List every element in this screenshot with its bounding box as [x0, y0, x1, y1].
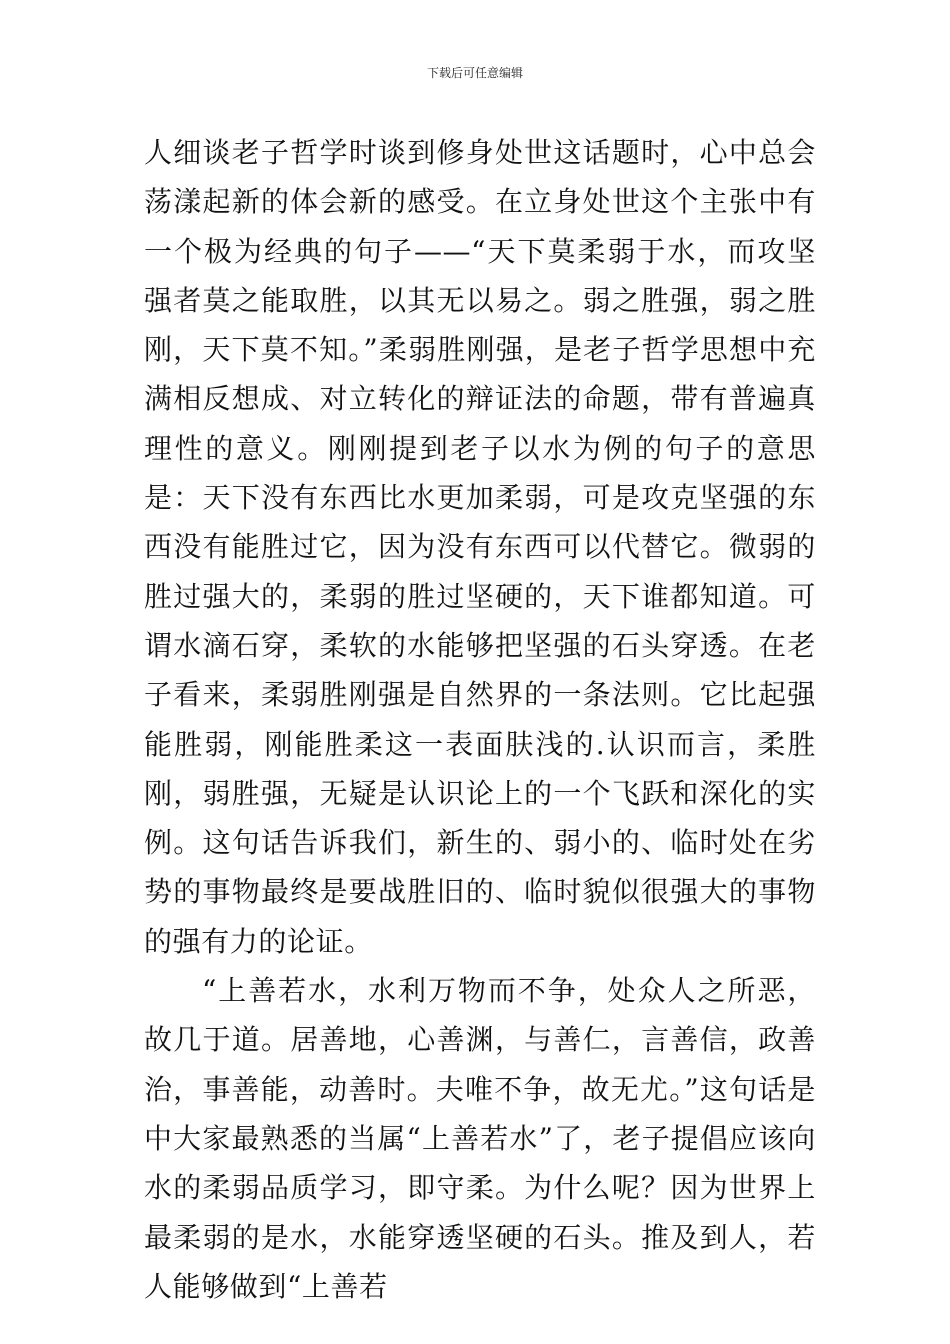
page-header: 下载后可任意编辑	[426, 66, 523, 80]
paragraph-1: 人细谈老子哲学时谈到修身处世这话题时，心中总会荡漾起新的体会新的感受。在立身处世这个主张中有一个极为经典的句子——“天下莫柔弱于水，而攻坚强者莫之能取胜，以其无以易之。弱之胜强，弱之胜刚，天下莫不知。”柔弱胜刚强，是老子哲学思想中充满相反想成、对立转化的辩证法的命题，带有普遍真理性的意义。刚刚提到老子以水为例的句子的意思是：天下没有东西比水更加柔弱，可是攻克坚强的东西没有能胜过它，因为没有东西可以代替它。微弱的胜过强大的，柔弱的胜过坚硬的，天下谁都知道。可谓水滴石穿，柔软的水能够把坚强的石头穿透。在老子看来，柔弱胜刚强是自然界的一条法则。它比起强能胜弱，刚能胜柔这一表面肤浅的.认识而言，柔胜刚，弱胜强，无疑是认识论上的一个飞跃和深化的实例。这句话告诉我们，新生的、弱小的、临时处在劣势的事物最终是要战胜旧的、临时貌似很强大的事物的强有力的论证。	[144, 136, 816, 958]
paragraph-2: “上善若水，水利万物而不争，处众人之所恶，故几于道。居善地，心善渊，与善仁，言善信，政善治，事善能，动善时。夫唯不争，故无尤。”这句话是中大家最熟悉的当属“上善若水”了，老子提倡应该向水的柔弱品质学习，即守柔。为什么呢？因为世界上最柔弱的是水，水能穿透坚硬的石头。推及到人，若人能够做到“上善若	[144, 974, 816, 1303]
document-body	[144, 128, 816, 1311]
